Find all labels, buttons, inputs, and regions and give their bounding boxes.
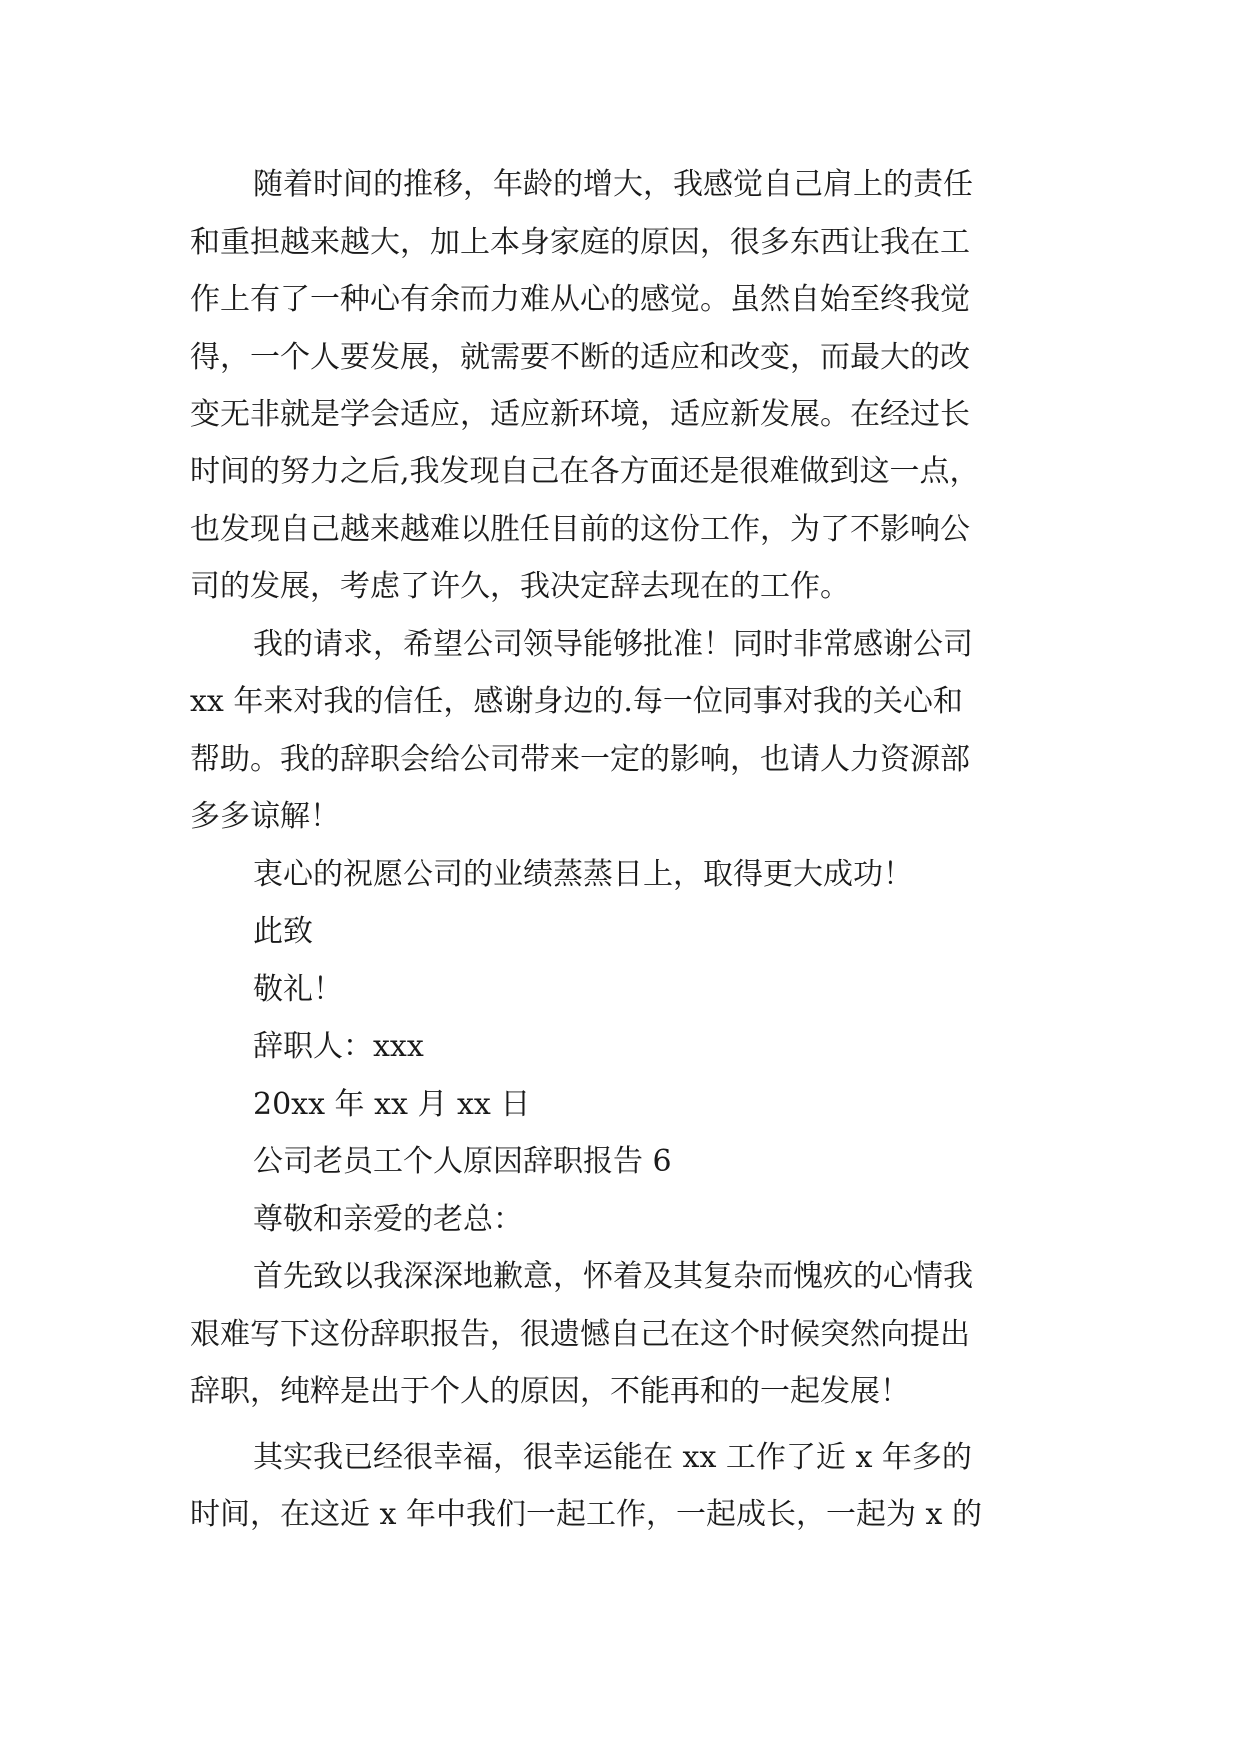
paragraph-line: 也发现自己越来越难以胜任目前的这份工作，为了不影响公 [190, 512, 970, 547]
paragraph-line: 多多谅解！ [190, 799, 340, 834]
section-title: 公司老员工个人原因辞职报告 6 [253, 1144, 672, 1179]
paragraph-line: 衷心的祝愿公司的业绩蒸蒸日上，取得更大成功！ [253, 857, 913, 892]
salutation-line: 尊敬和亲爱的老总： [253, 1202, 523, 1237]
paragraph-line: 随着时间的推移，年龄的增大，我感觉自己肩上的责任 [253, 167, 973, 202]
paragraph-line: 艰难写下这份辞职报告，很遗憾自己在这个时候突然向提出 [190, 1317, 970, 1352]
paragraph-line: 作上有了一种心有余而力难从心的感觉。虽然自始至终我觉 [190, 282, 970, 317]
paragraph-line: 和重担越来越大，加上本身家庭的原因，很多东西让我在工 [190, 225, 970, 260]
paragraph-line: 我的请求，希望公司领导能够批准！同时非常感谢公司 [253, 627, 973, 662]
closing-line: 敬礼！ [253, 972, 343, 1007]
paragraph-line: 其实我已经很幸福，很幸运能在 xx 工作了近 x 年多的 [253, 1440, 972, 1475]
closing-line: 此致 [253, 914, 313, 949]
signature-line: 辞职人：xxx [253, 1029, 424, 1064]
paragraph-line: xx 年来对我的信任，感谢身边的.每一位同事对我的关心和 [190, 684, 963, 719]
paragraph-line: 时间的努力之后,我发现自己在各方面还是很难做到这一点， [190, 454, 980, 489]
paragraph-line: 辞职，纯粹是出于个人的原因，不能再和的一起发展！ [190, 1374, 910, 1409]
paragraph-line: 变无非就是学会适应，适应新环境，适应新发展。在经过长 [190, 397, 970, 432]
paragraph-line: 帮助。我的辞职会给公司带来一定的影响，也请人力资源部 [190, 742, 970, 777]
paragraph-line: 首先致以我深深地歉意，怀着及其复杂而愧疚的心情我 [253, 1259, 973, 1294]
paragraph-line: 时间，在这近 x 年中我们一起工作，一起成长，一起为 x 的 [190, 1497, 982, 1532]
date-line: 20xx 年 xx 月 xx 日 [253, 1087, 531, 1122]
paragraph-line: 得，一个人要发展，就需要不断的适应和改变，而最大的改 [190, 340, 970, 375]
paragraph-line: 司的发展，考虑了许久，我决定辞去现在的工作。 [190, 569, 850, 604]
